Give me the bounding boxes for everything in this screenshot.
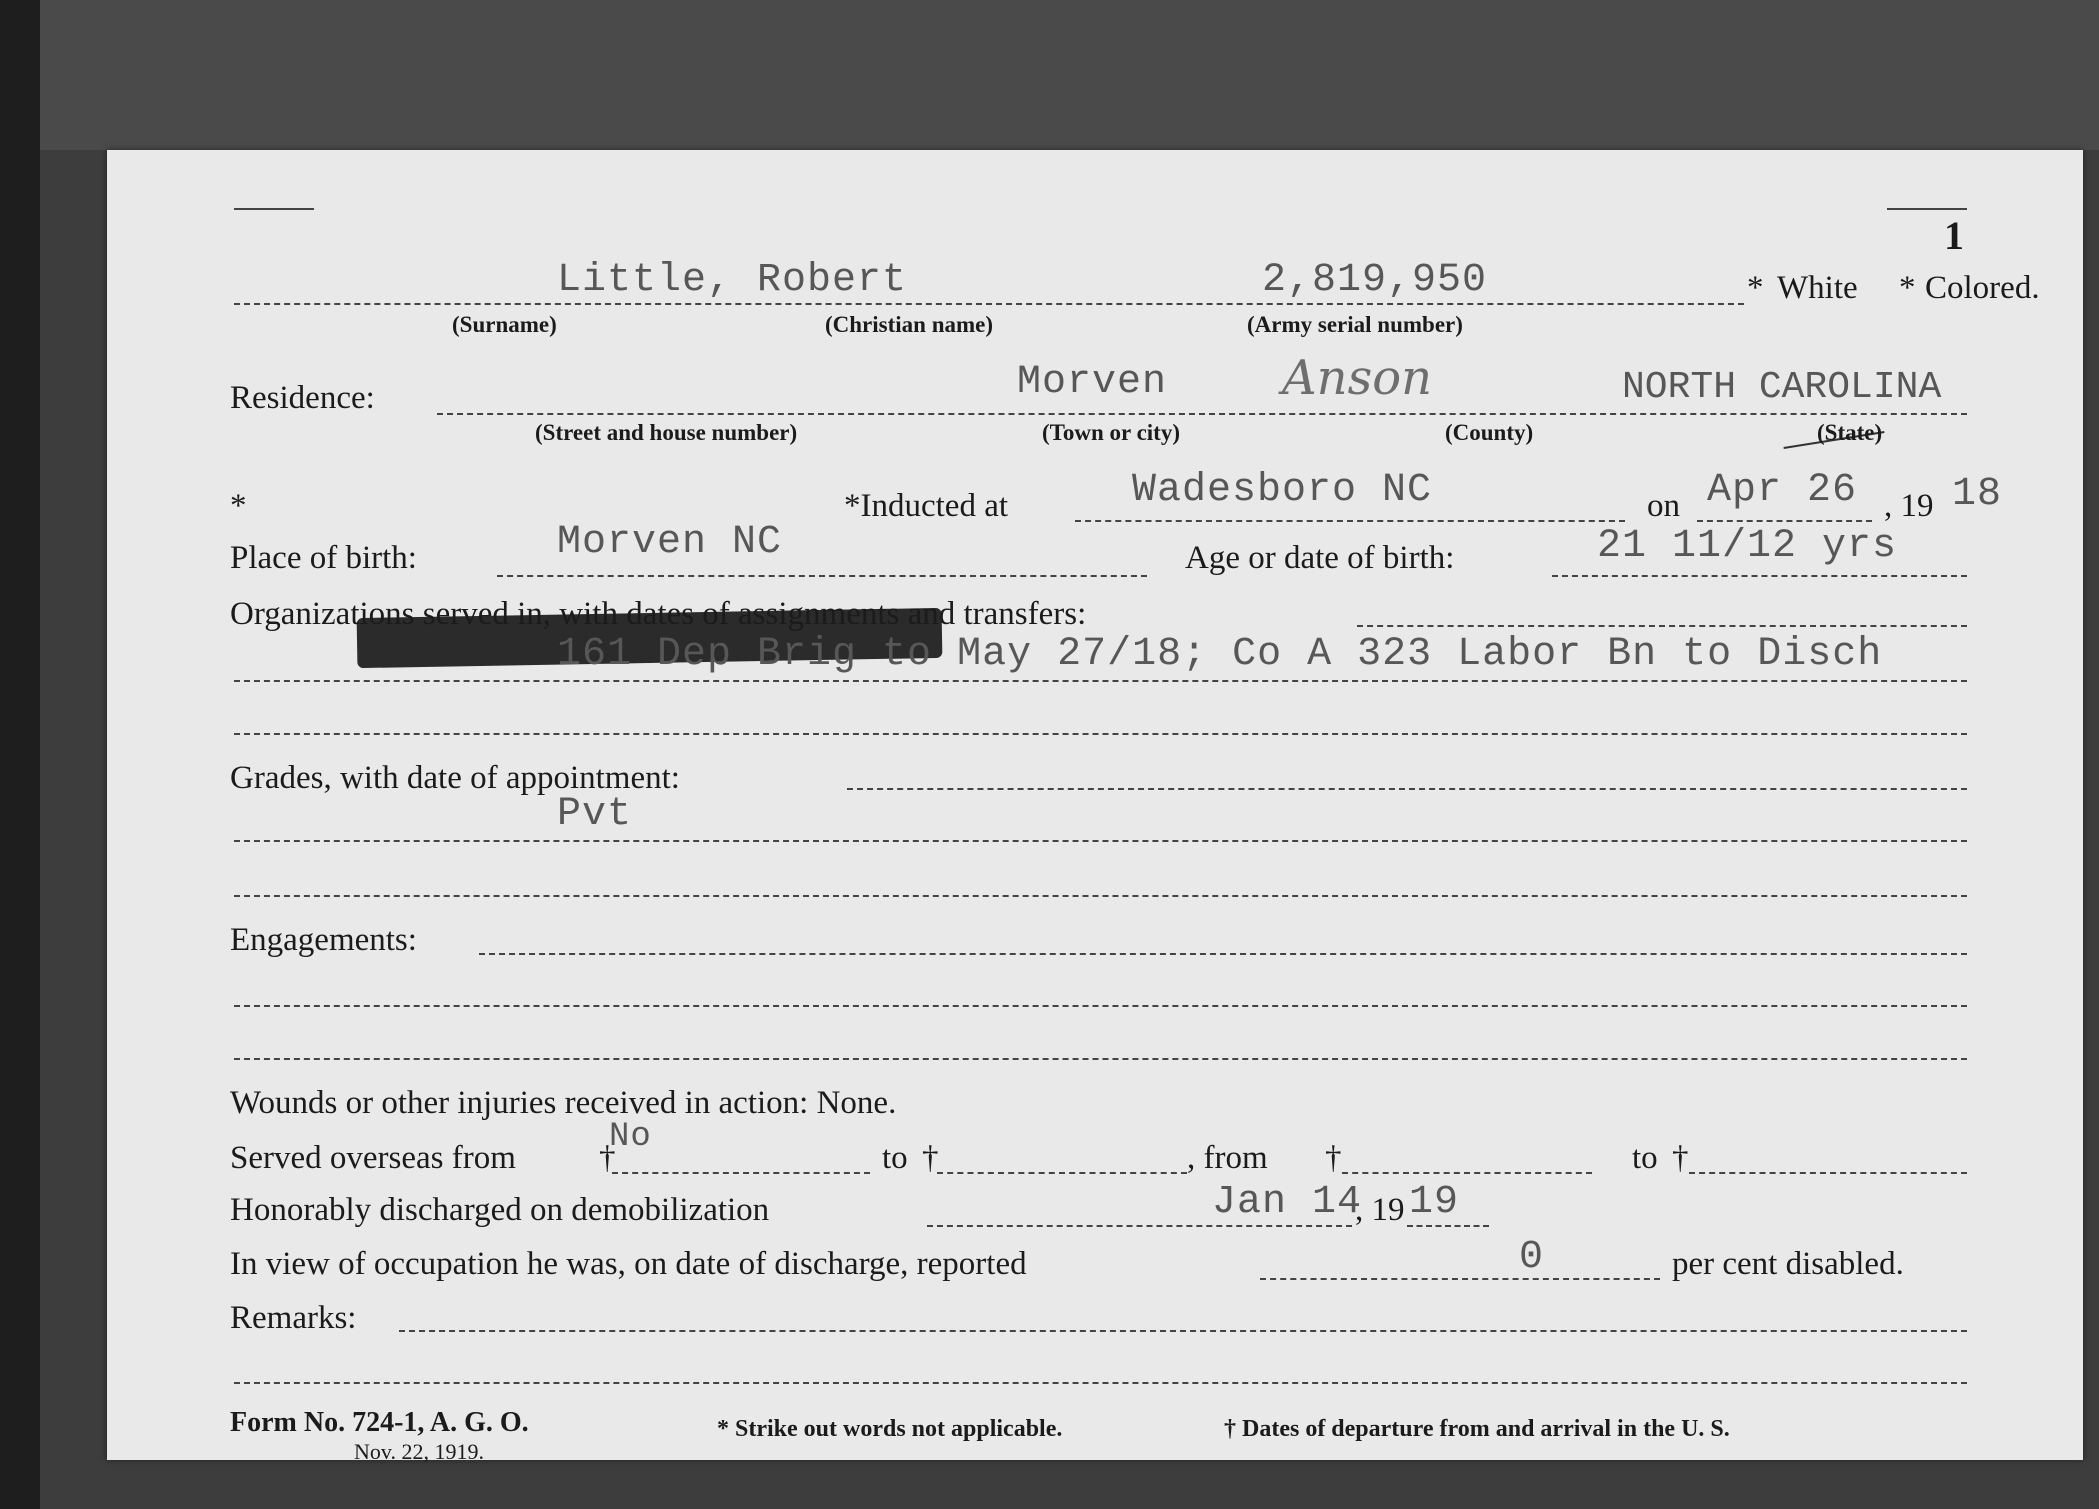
- discharge-year: 19: [1409, 1180, 1460, 1225]
- age-value: 21 11/12 yrs: [1597, 524, 1898, 569]
- discharge-year-line: [1407, 1225, 1489, 1227]
- top-left-rule: [234, 208, 314, 210]
- name-value: Little, Robert: [557, 258, 908, 303]
- form-number: Form No. 724-1, A. G. O.: [230, 1407, 529, 1438]
- age-label: Age or date of birth:: [1185, 540, 1455, 576]
- grades-value: Pvt: [557, 792, 633, 837]
- birthplace-label: Place of birth:: [230, 540, 417, 576]
- grades-line-2: [234, 840, 1967, 842]
- disability-value: 0: [1519, 1235, 1545, 1280]
- discharge-label: Honorably discharged on demobilization: [230, 1192, 770, 1228]
- scan-edge: [0, 0, 40, 1509]
- disability-line: [1260, 1278, 1660, 1280]
- discharge-date-line: [927, 1225, 1352, 1227]
- caption-town: (Town or city): [1042, 420, 1180, 445]
- inducted-year-19: 19: [1900, 488, 1934, 524]
- caption-county: (County): [1445, 420, 1534, 445]
- overseas-value: No: [609, 1118, 652, 1156]
- inducted-year-prefix: , 19: [1884, 488, 1934, 524]
- grades-line-3: [234, 895, 1967, 897]
- overseas-dagger-4: †: [1672, 1140, 1689, 1176]
- residence-county: Anson: [1282, 350, 1433, 406]
- caption-state: (State): [1817, 420, 1883, 445]
- remarks-line-1: [399, 1330, 1967, 1332]
- age-line: [1552, 575, 1967, 577]
- caption-christian-name: (Christian name): [825, 312, 994, 337]
- overseas-from2-label: , from: [1187, 1140, 1268, 1176]
- engagements-line-3: [234, 1058, 1967, 1060]
- inducted-year: 18: [1952, 472, 2003, 517]
- engagements-line-2: [234, 1005, 1967, 1007]
- discharge-date: Jan 14: [1212, 1180, 1363, 1225]
- inducted-on-label: on: [1647, 488, 1680, 524]
- disability-label: In view of occupation he was, on date of discharge, reported: [230, 1246, 1027, 1282]
- overseas-label: Served overseas from: [230, 1140, 516, 1176]
- organizations-line-1: [1357, 625, 1967, 627]
- organizations-value: 161 Dep Brig to May 27/18; Co A 323 Labor Bn to Disch: [557, 632, 1883, 677]
- grades-line-1: [847, 788, 1967, 790]
- asterisk-white: *: [1747, 270, 1764, 306]
- inducted-place: Wadesboro NC: [1132, 468, 1433, 513]
- inducted-line: [1075, 520, 1625, 522]
- overseas-to2-line: [1689, 1172, 1967, 1174]
- birthplace-line: [497, 575, 1147, 577]
- overseas-dagger-3: †: [1325, 1140, 1342, 1176]
- inducted-date-line: [1697, 520, 1872, 522]
- footnote-asterisk: * Strike out words not applicable.: [717, 1416, 1063, 1442]
- overseas-dagger-1: †: [599, 1140, 616, 1176]
- organizations-line-2: [234, 680, 1967, 682]
- remarks-line-2: [234, 1382, 1967, 1384]
- caption-serial: (Army serial number): [1247, 312, 1463, 337]
- top-right-rule: [1887, 208, 1967, 210]
- grades-label: Grades, with date of appointment:: [230, 760, 680, 796]
- organizations-line-3: [234, 733, 1967, 735]
- colored-option: Colored.: [1925, 270, 2040, 306]
- overseas-dagger-2: †: [922, 1140, 939, 1176]
- residence-state: NORTH CAROLINA: [1622, 366, 1942, 409]
- page-number: 1: [1944, 213, 1964, 258]
- scan-background: [0, 0, 2099, 150]
- caption-street: (Street and house number): [535, 420, 798, 445]
- disability-suffix: per cent disabled.: [1672, 1246, 1904, 1282]
- discharge-year-prefix: , 19: [1355, 1192, 1405, 1228]
- residence-label: Residence:: [230, 380, 375, 416]
- overseas-to-label: to: [882, 1140, 908, 1176]
- name-line: [234, 303, 1744, 305]
- asterisk-colored: *: [1899, 270, 1916, 306]
- overseas-from-line: [612, 1172, 870, 1174]
- enlisted-asterisk: *: [230, 488, 247, 524]
- inducted-label: *Inducted at: [844, 488, 1009, 524]
- engagements-line-1: [479, 953, 1967, 955]
- birthplace-value: Morven NC: [557, 520, 783, 565]
- overseas-to2-label: to: [1632, 1140, 1658, 1176]
- inducted-date: Apr 26: [1707, 468, 1858, 513]
- footnote-dagger: † Dates of departure from and arrival in the U. S.: [1224, 1416, 1730, 1442]
- overseas-from2-line: [1342, 1172, 1592, 1174]
- residence-line: [437, 413, 1967, 415]
- serial-value: 2,819,950: [1262, 258, 1488, 303]
- remarks-label: Remarks:: [230, 1300, 357, 1336]
- engagements-label: Engagements:: [230, 922, 417, 958]
- service-record-card: [107, 150, 2083, 1464]
- wounds-label: Wounds or other injuries received in action: None.: [230, 1085, 897, 1121]
- organizations-label: Organizations served in, with dates of assignments and transfers:: [230, 596, 1087, 632]
- overseas-to-line: [937, 1172, 1187, 1174]
- residence-town: Morven: [1017, 360, 1168, 405]
- white-option: White: [1777, 270, 1858, 306]
- caption-surname: (Surname): [452, 312, 557, 337]
- form-date: Nov. 22, 1919.: [354, 1439, 484, 1464]
